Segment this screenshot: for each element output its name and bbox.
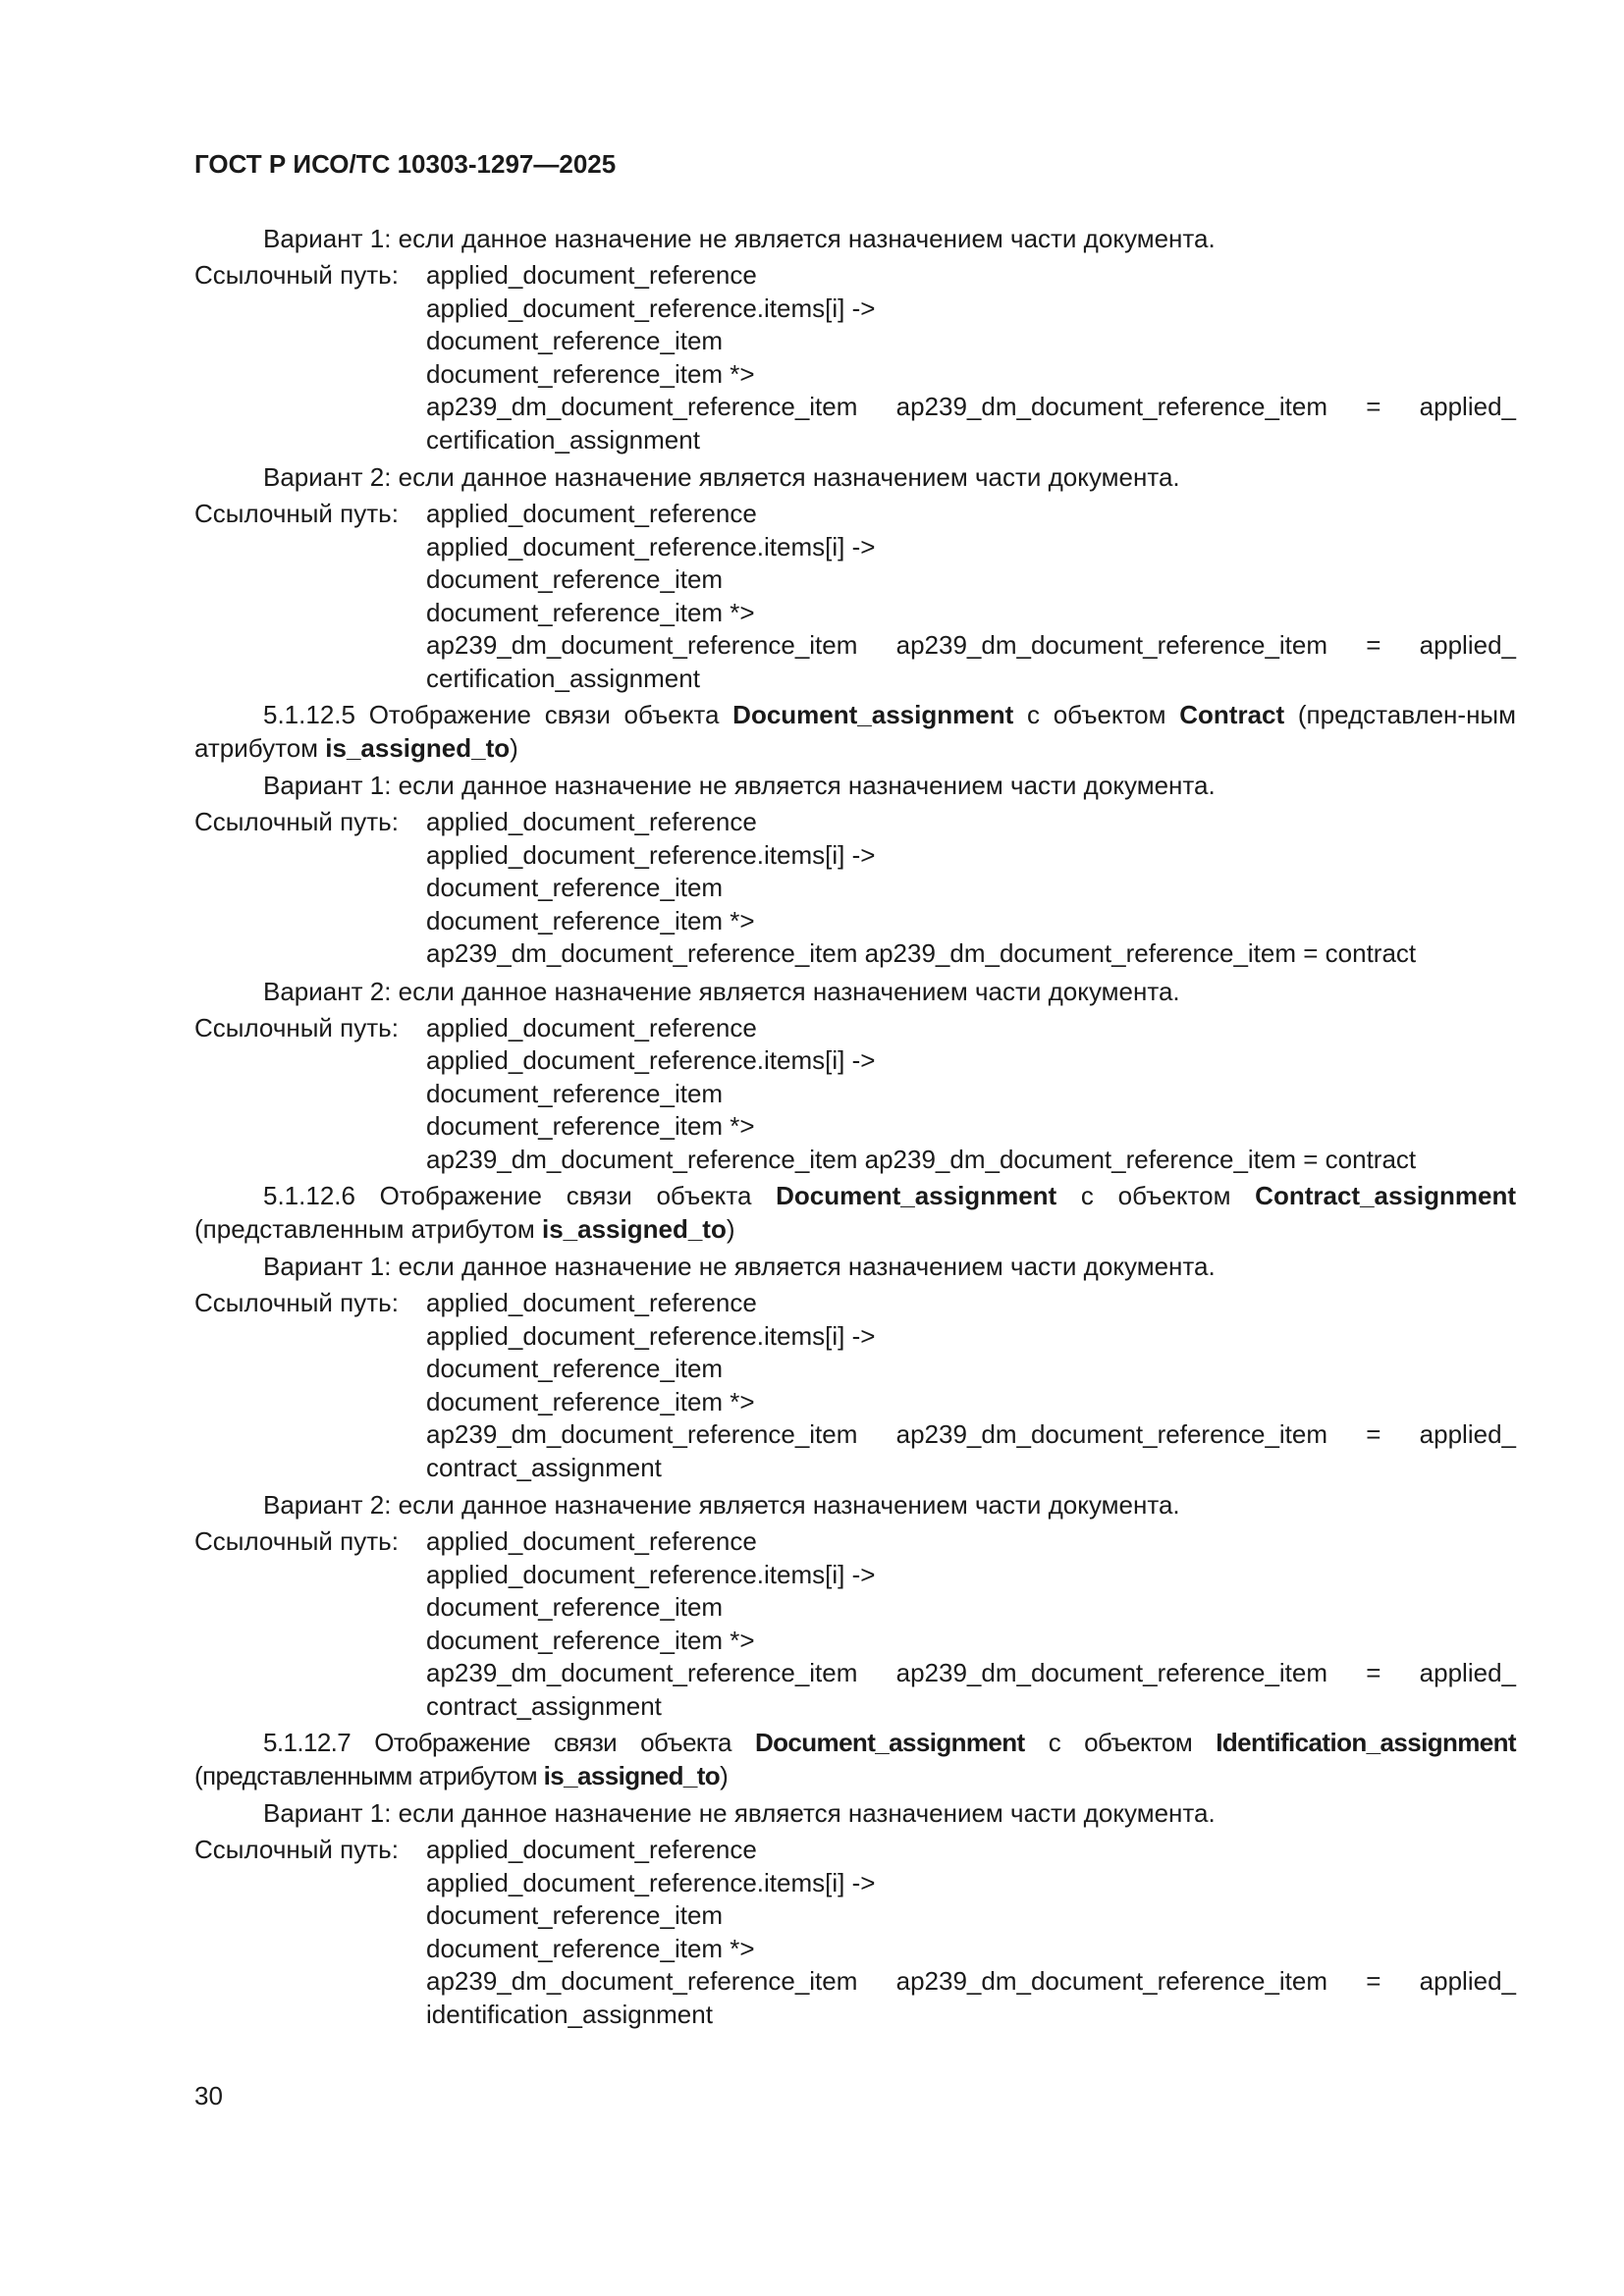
path-line: document_reference_item: [426, 1900, 724, 1930]
path-line: document_reference_item *>: [426, 358, 755, 389]
path-line: applied_document_reference.items[i] ->: [426, 293, 876, 323]
reference-path-lines: [426, 806, 1516, 971]
variant-1-text: Вариант 1: если данное назначение не является назначением части документа.: [263, 1252, 1216, 1281]
path-line: applied_document_reference.items[i] ->: [426, 1320, 876, 1351]
path-line: applied_document_reference.items[i] ->: [426, 839, 876, 870]
path-line: ap239_dm_document_reference_item ap239_dm_document_reference_item = applied_: [426, 1419, 1516, 1449]
reference-path-lines: [426, 1287, 1516, 1484]
path-line: applied_document_reference.items[i] ->: [426, 531, 876, 561]
path-line: applied_document_reference: [426, 807, 757, 836]
path-line: applied_document_reference.items[i] ->: [426, 1559, 876, 1589]
path-line: document_reference_item *>: [426, 1625, 755, 1655]
reference-path-label: Ссылочный путь:: [194, 1288, 399, 1317]
path-line: applied_document_reference: [426, 1012, 757, 1042]
path-line: applied_document_reference.items[i] ->: [426, 1867, 876, 1897]
variant-2-text: Вариант 2: если данное назначение является назначением части документа.: [263, 1490, 1180, 1520]
variant-2-text: Вариант 2: если данное назначение является назначением части документа.: [263, 462, 1180, 492]
path-line: document_reference_item *>: [426, 1111, 755, 1141]
reference-path: [194, 806, 1516, 971]
path-line: document_reference_item: [426, 1354, 724, 1383]
document-header-title: ГОСТ Р ИСО/ТС 10303-1297—2025: [194, 149, 617, 179]
reference-path-lines: [426, 1834, 1516, 2031]
path-line: applied_document_reference: [426, 499, 757, 528]
path-line: applied_document_reference.items[i] ->: [426, 1045, 876, 1075]
path-line: applied_document_reference: [426, 1526, 757, 1556]
reference-path: [194, 1834, 1516, 2031]
path-line: applied_document_reference: [426, 260, 757, 290]
path-line: contract_assignment: [426, 1690, 662, 1721]
path-line: document_reference_item *>: [426, 1933, 755, 1963]
path-line: ap239_dm_document_reference_item ap239_dm_document_reference_item = applied_: [426, 1966, 1516, 1996]
reference-path-label: Ссылочный путь:: [194, 807, 399, 836]
path-line: document_reference_item: [426, 873, 724, 902]
path-line: certification_assignment: [426, 424, 700, 454]
reference-path-lines: [426, 1525, 1516, 1723]
reference-path: [194, 259, 1516, 456]
path-line: applied_document_reference: [426, 1835, 757, 1864]
section-heading-5-1-12-7: 5.1.12.7 Отображение связи объекта Document_assignment с объектом Identification_assignment (представленнымм атрибутом is_assigned_to): [194, 1728, 1516, 1790]
path-line: document_reference_item: [426, 326, 724, 355]
section-heading-5-1-12-6: 5.1.12.6 Отображение связи объекта Document_assignment с объектом Contract_assignment (представленным атрибутом is_assigned_to): [194, 1181, 1517, 1244]
variant-1-text: Вариант 1: если данное назначение не является назначением части документа.: [263, 1798, 1216, 1828]
path-line: ap239_dm_document_reference_item ap239_dm_document_reference_item = applied_: [426, 1658, 1516, 1687]
path-line: identification_assignment: [426, 1999, 713, 2029]
path-line: document_reference_item *>: [426, 905, 755, 935]
variant-2-text: Вариант 2: если данное назначение является назначением части документа.: [263, 976, 1180, 1006]
path-line: ap239_dm_document_reference_item ap239_dm_document_reference_item = contract: [426, 1144, 1417, 1174]
reference-path-lines: [426, 259, 1516, 456]
path-line: document_reference_item: [426, 564, 724, 594]
path-line: ap239_dm_document_reference_item ap239_dm_document_reference_item = applied_: [426, 630, 1516, 660]
reference-path: [194, 498, 1516, 695]
document-body: [194, 222, 1516, 2031]
path-line: document_reference_item *>: [426, 1386, 755, 1416]
reference-path: [194, 1287, 1516, 1484]
reference-path-label: Ссылочный путь:: [194, 499, 399, 528]
variant-1-text: Вариант 1: если данное назначение не является назначением части документа.: [263, 224, 1216, 253]
reference-path-label: Ссылочный путь:: [194, 1012, 399, 1042]
path-line: document_reference_item: [426, 1592, 724, 1622]
section-heading-5-1-12-5: 5.1.12.5 Отображение связи объекта Document_assignment с объектом Contract (представлен-ным атрибутом is_assigned_to): [194, 700, 1516, 763]
path-line: ap239_dm_document_reference_item ap239_dm_document_reference_item = contract: [426, 938, 1417, 968]
path-line: contract_assignment: [426, 1452, 662, 1482]
reference-path-label: Ссылочный путь:: [194, 1526, 399, 1556]
path-line: certification_assignment: [426, 663, 700, 693]
reference-path: [194, 1012, 1516, 1177]
reference-path-label: Ссылочный путь:: [194, 1835, 399, 1864]
path-line: document_reference_item: [426, 1078, 724, 1108]
page-number: 30: [194, 2081, 223, 2110]
path-line: ap239_dm_document_reference_item ap239_dm_document_reference_item = applied_: [426, 392, 1516, 421]
reference-path-label: Ссылочный путь:: [194, 260, 399, 290]
reference-path: [194, 1525, 1516, 1723]
path-line: document_reference_item *>: [426, 597, 755, 627]
reference-path-lines: [426, 498, 1516, 695]
reference-path-lines: [426, 1012, 1516, 1177]
variant-1-text: Вариант 1: если данное назначение не является назначением части документа.: [263, 771, 1216, 800]
path-line: applied_document_reference: [426, 1288, 757, 1317]
